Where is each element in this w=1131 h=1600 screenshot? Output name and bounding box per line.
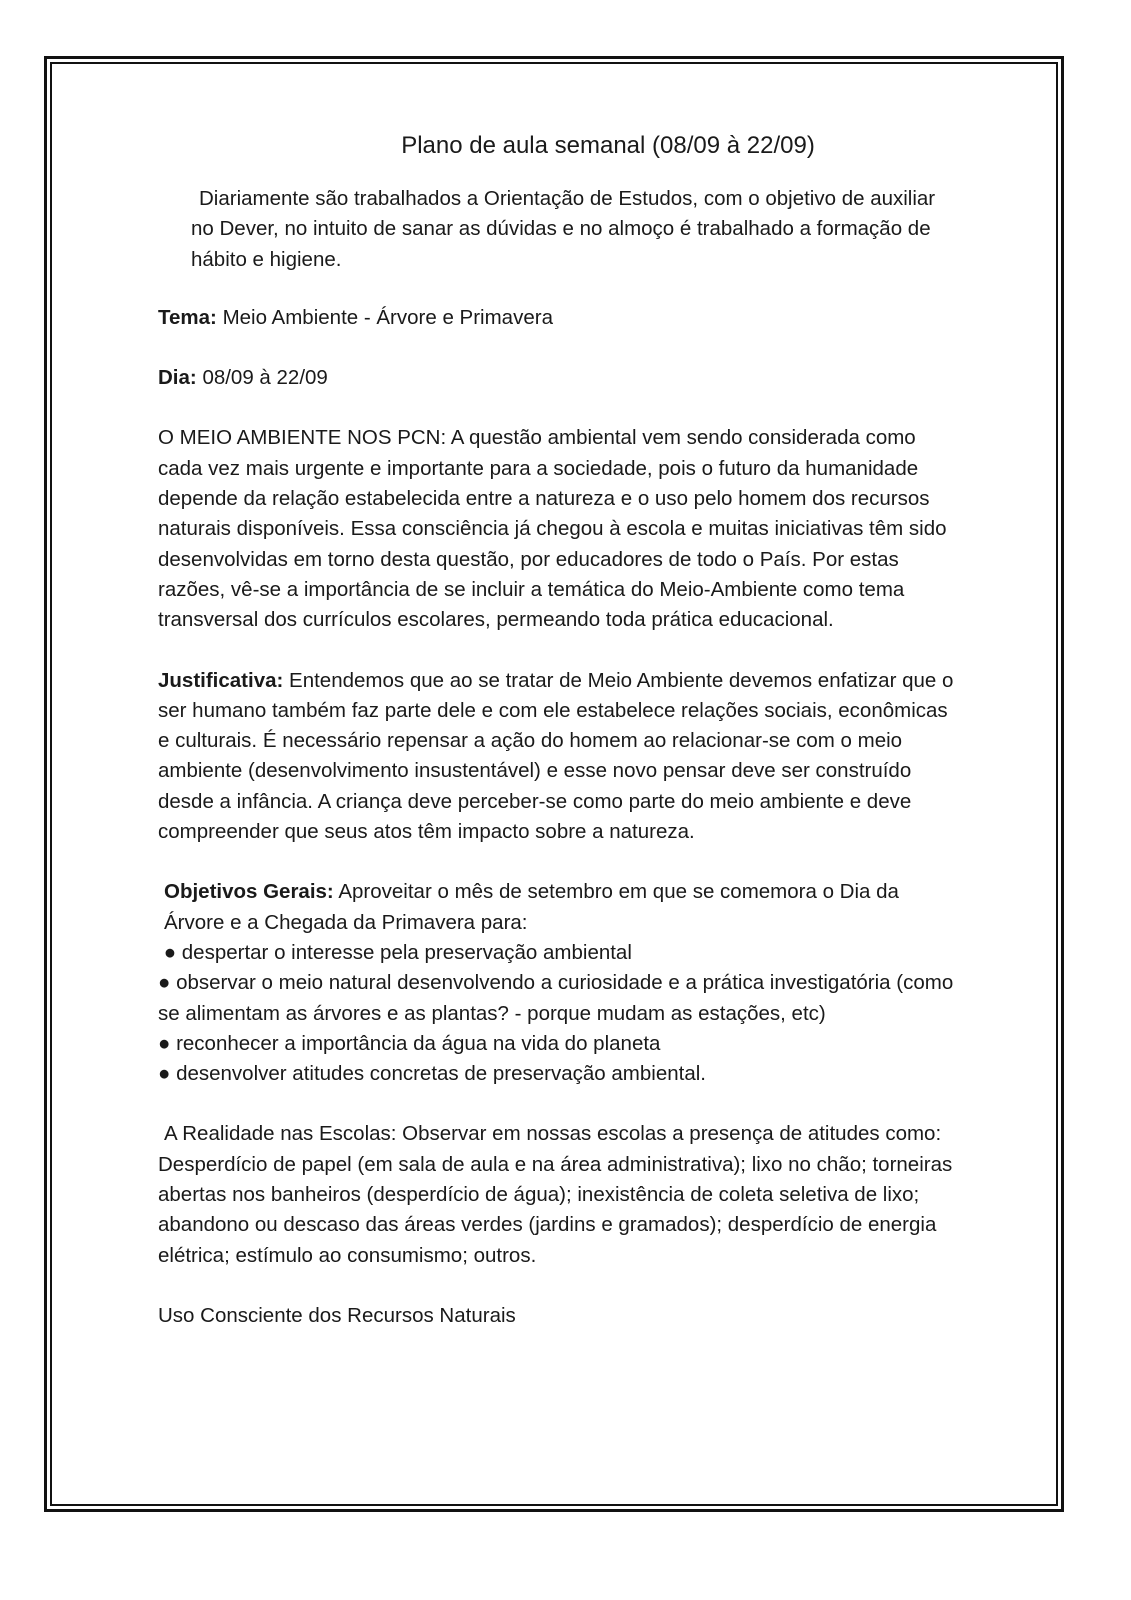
objetivos-list	[158, 938, 958, 1089]
meio-ambiente-pcn-paragraph: O MEIO AMBIENTE NOS PCN: A questão ambiental vem sendo considerada como cada vez mais urgente e importante para a sociedade, pois o futuro da humanidade depende da relação estabelecida entre a natureza e o uso pelo homem dos recursos naturais disponíveis. Essa consciência já chegou à escola e muitas iniciativas têm sido desenvolvidas em torno desta questão, por educadores de todo o País. Por estas razões, vê-se a importância de se incluir a temática do Meio-Ambiente como tema transversal dos currículos escolares, permeando toda prática educacional.	[158, 426, 947, 632]
tema-label: Tema:	[158, 305, 217, 329]
justificativa-label: Justificativa:	[158, 668, 284, 692]
objetivos-section	[158, 877, 958, 1089]
list-item: ● desenvolver atitudes concretas de preservação ambiental.	[158, 1062, 706, 1086]
justificativa-text: Entendemos que ao se tratar de Meio Ambiente devemos enfatizar que o ser humano também faz parte dele e com ele estabelece relações sociais, econômicas e culturais. É necessário repensar a ação do homem ao relacionar-se com o meio ambiente (desenvolvimento insustentável) e esse novo pensar deve ser construído desde a infância. A criança deve perceber-se como parte do meio ambiente e deve compreender que seus atos têm impacto sobre a natureza.	[158, 668, 954, 844]
tema-line	[158, 303, 958, 333]
list-item: ● reconhecer a importância da água na vida do planeta	[158, 1031, 661, 1055]
document-body	[158, 128, 958, 1361]
uso-consciente-heading: Uso Consciente dos Recursos Naturais	[158, 1303, 516, 1327]
list-item: ● despertar o interesse pela preservação ambiental	[158, 940, 632, 964]
objetivos-label: Objetivos Gerais:	[164, 880, 334, 904]
dia-value: 08/09 à 22/09	[202, 366, 328, 390]
justificativa-paragraph	[158, 666, 958, 848]
intro-paragraph: Diariamente são trabalhados a Orientação de Estudos, com o objetivo de auxiliar no Dever, no intuito de sanar as dúvidas e no almoço é trabalhado a formação de hábito e higiene.	[191, 187, 936, 271]
tema-value: Meio Ambiente - Árvore e Primavera	[222, 305, 553, 329]
list-item: ● observar o meio natural desenvolvendo a curiosidade e a prática investigatória (como se alimentam as árvores e as plantas? - porque mudam as estações, etc)	[158, 971, 954, 1025]
document-title: Plano de aula semanal (08/09 à 22/09)	[401, 132, 815, 159]
objetivos-lead	[158, 877, 958, 938]
objetivos-text: Aproveitar o mês de setembro em que se comemora o Dia da Árvore e a Chegada da Primavera para:	[164, 880, 899, 934]
dia-line	[158, 363, 958, 393]
realidade-paragraph: A Realidade nas Escolas: Observar em nossas escolas a presença de atitudes como: Desperdício de papel (em sala de aula e na área administrativa); lixo no chão; torneiras abertas nos banheiros (desperdício de água); inexistência de coleta seletiva de lixo; abandono ou descaso das áreas verdes (jardins e gramados); desperdício de energia elétrica; estímulo ao consumismo; outros.	[158, 1122, 953, 1267]
dia-label: Dia:	[158, 366, 197, 390]
